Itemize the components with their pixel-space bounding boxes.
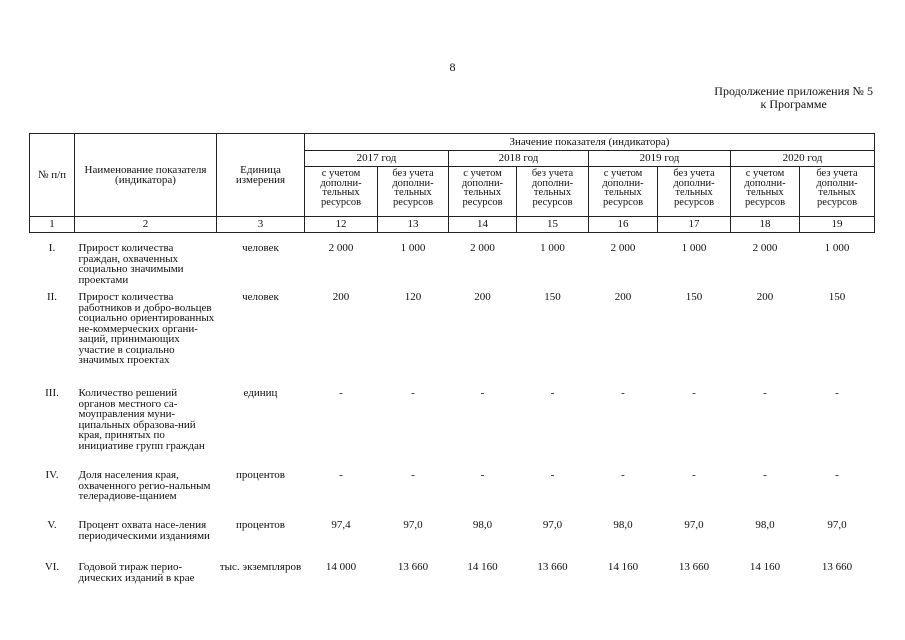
indicator-value: -: [692, 469, 696, 481]
header-without-extra: без учета дополни-тельных ресурсов: [517, 167, 589, 217]
row-number: IV.: [45, 469, 59, 481]
indicator-value: -: [339, 469, 343, 481]
table-row: [30, 557, 875, 597]
indicator-value: 14 160: [467, 561, 498, 573]
table-row: [30, 383, 875, 465]
indicator-value: -: [621, 387, 625, 399]
indicator-value: 13 660: [537, 561, 568, 573]
header-year-2020: 2020 год: [731, 151, 875, 167]
indicator-value: -: [621, 469, 625, 481]
indicator-value: -: [411, 469, 415, 481]
column-number: 3: [217, 217, 305, 233]
indicator-value: -: [763, 469, 767, 481]
indicator-name: Прирост количества работников и добро-вольцев социально ориентированных не-коммерческих органи-заций, принимающих участие в социально значимых проектах: [78, 291, 215, 366]
indicator-value: 150: [544, 291, 561, 303]
indicator-value: -: [550, 387, 555, 399]
indicator-value: 2 000: [610, 242, 636, 254]
indicator-unit: процентов: [236, 469, 285, 481]
column-number: 15: [517, 217, 589, 233]
header-row-group: [30, 134, 875, 151]
indicator-value: 13 660: [397, 561, 429, 573]
indicator-value: 14 160: [749, 561, 781, 573]
indicator-value: -: [763, 387, 767, 399]
indicator-value: -: [835, 469, 839, 481]
row-number: I.: [48, 242, 56, 254]
table-row: [30, 233, 875, 288]
indicator-value: 13 660: [678, 561, 710, 573]
row-number: III.: [45, 387, 59, 399]
header-without-extra: без учета дополни-тельных ресурсов: [800, 167, 875, 217]
table-row: [30, 287, 875, 383]
indicator-value: 200: [756, 291, 774, 303]
appendix-caption: [714, 85, 873, 111]
indicator-value: 150: [685, 291, 703, 303]
indicator-name: Процент охвата насе-ления периодическими изданиями: [78, 519, 210, 542]
header-year-2017: 2017 год: [305, 151, 449, 167]
indicator-value: -: [480, 387, 485, 399]
indicator-name: Годовой тираж перио-дических изданий в крае: [78, 561, 195, 584]
indicator-table-container: [29, 133, 875, 597]
row-number: V.: [47, 519, 57, 531]
indicator-value: 97,0: [684, 519, 704, 531]
indicator-value: 1 000: [540, 242, 565, 254]
header-no: № п/п: [30, 134, 75, 217]
header-with-extra: с учетом дополни-тельных ресурсов: [449, 167, 517, 217]
indicator-unit: единиц: [243, 387, 278, 399]
row-number: II.: [46, 291, 58, 303]
indicator-rows: [30, 233, 875, 598]
indicator-value: 1 000: [824, 242, 850, 254]
column-number: 14: [449, 217, 517, 233]
indicator-value: -: [692, 387, 696, 399]
header-without-extra: без учета дополни-тельных ресурсов: [658, 167, 731, 217]
column-number: 19: [800, 217, 875, 233]
header-with-extra: с учетом дополни-тельных ресурсов: [305, 167, 378, 217]
column-number: 18: [731, 217, 800, 233]
indicator-value: 200: [474, 291, 491, 303]
indicator-value: -: [480, 469, 485, 481]
indicator-value: 97,4: [331, 519, 351, 531]
page-number: 8: [449, 60, 456, 74]
row-number: VI.: [44, 561, 60, 573]
header-unit: Единица измерения: [217, 134, 305, 217]
indicator-value: 2 000: [328, 242, 354, 254]
indicator-value: 150: [828, 291, 846, 303]
column-number: 17: [658, 217, 731, 233]
indicator-unit: тыс. экземпляров: [219, 561, 302, 573]
indicator-value: 1 000: [681, 242, 707, 254]
appendix-line-1: Продолжение приложения № 5: [714, 84, 873, 98]
indicator-value: -: [835, 387, 839, 399]
indicator-value: 2 000: [752, 242, 778, 254]
indicator-value: 120: [404, 291, 422, 303]
indicator-value: 14 160: [607, 561, 639, 573]
indicator-value: -: [411, 387, 415, 399]
indicator-value: 98,0: [755, 519, 775, 531]
column-number: 16: [589, 217, 658, 233]
column-number-row: [30, 217, 875, 233]
indicator-value: 200: [614, 291, 632, 303]
header-year-2019: 2019 год: [589, 151, 731, 167]
indicator-unit: человек: [242, 291, 279, 303]
indicator-value: 97,0: [542, 519, 563, 531]
indicator-name: Доля населения края, охваченного регио-нальным телерадиове-щанием: [78, 469, 211, 502]
indicator-value: 97,0: [403, 519, 423, 531]
column-number: 1: [30, 217, 75, 233]
indicator-table: [29, 133, 875, 597]
header-with-extra: с учетом дополни-тельных ресурсов: [731, 167, 800, 217]
indicator-value: 200: [332, 291, 350, 303]
indicator-value: 1 000: [400, 242, 426, 254]
header-name: Наименование показателя (индикатора): [75, 134, 217, 217]
column-number: 2: [75, 217, 217, 233]
indicator-value: 2 000: [470, 242, 495, 254]
indicator-value: 98,0: [613, 519, 633, 531]
indicator-value: 14 000: [325, 561, 357, 573]
table-row: [30, 465, 875, 515]
header-value-group: Значение показателя (индикатора): [305, 134, 875, 151]
appendix-line-2: к Программе: [760, 97, 827, 111]
indicator-name: Количество решений органов местного са-моуправления муни-ципальных образова-ний края, принятых по инициативе групп граждан: [78, 387, 205, 452]
indicator-value: 97,0: [827, 519, 847, 531]
indicator-unit: процентов: [236, 519, 285, 531]
indicator-unit: человек: [242, 242, 279, 254]
header-with-extra: с учетом дополни-тельных ресурсов: [589, 167, 658, 217]
table-row: [30, 515, 875, 557]
header-without-extra: без учета дополни-тельных ресурсов: [378, 167, 449, 217]
header-year-2018: 2018 год: [449, 151, 589, 167]
indicator-value: 98,0: [472, 519, 493, 531]
indicator-value: -: [339, 387, 343, 399]
column-number: 12: [305, 217, 378, 233]
column-number: 13: [378, 217, 449, 233]
indicator-value: -: [550, 469, 555, 481]
indicator-name: Прирост количества граждан, охваченных социально значимыми проектами: [78, 242, 184, 286]
indicator-value: 13 660: [821, 561, 853, 573]
